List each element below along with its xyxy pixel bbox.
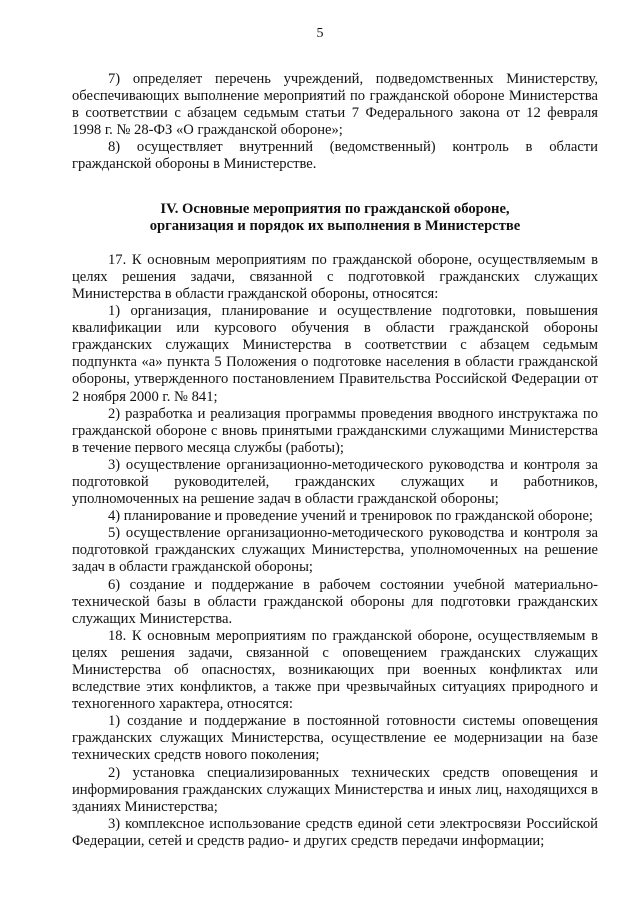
paragraph-18: 18. К основным мероприятиям по гражданской обороне, осуществляемым в целях решения задачи, связанной с оповещением гражданских служащих Министерства об опасностях, возникающих при военных конфликтах или вследствие этих конфликтов, а также при чрезвычайных ситуациях природного и техногенного характера, относятся: [72,627,598,713]
paragraph-item-7: 7) определяет перечень учреждений, подведомственных Министерству, обеспечивающих выполнение мероприятий по гражданской обороне Министерства в соответствии с абзацем седьмым статьи 7 Федерального закона от 12 февраля 1998 г. № 28-ФЗ «О гражданской обороне»; [72,71,598,139]
paragraph-17-item-1: 1) организация, планирование и осуществление подготовки, повышения квалификации или курсового обучения в области гражданской обороны гражданских служащих Министерства в соответствии с абзацем седьмым подпункта «а» пункта 5 Положения о подготовке населения в области гражданской обороны, утвержденного постановлением Правительства Российской Федерации от 2 ноября 2000 г. № 841; [72,303,598,405]
section-heading-line-2: организация и порядок их выполнения в Министерстве [149,217,521,234]
paragraph-17-item-4: 4) планирование и проведение учений и тренировок по гражданской обороне; [108,508,593,525]
paragraph-18-item-2: 2) установка специализированных технических средств оповещения и информирования гражданских служащих Министерства и иных лиц, находящихся в зданиях Министерства; [72,764,598,815]
page-number: 5 [316,26,324,41]
paragraph-17-item-6: 6) создание и поддержание в рабочем состоянии учебной материально-технической базы в области гражданской обороны для подготовки гражданских служащих Министерства. [72,576,598,627]
paragraph-17: 17. К основным мероприятиям по гражданской обороне, осуществляемым в целях решения задачи, связанной с подготовкой гражданских служащих Министерства в области гражданской обороны, относятся: [72,251,598,302]
section-heading [72,201,598,235]
paragraph-17-item-5: 5) осуществление организационно-методического руководства и контроля за подготовкой гражданских служащих Министерства, уполномоченных на решение задач в области гражданской обороны; [72,525,598,576]
paragraph-17-item-2: 2) разработка и реализация программы проведения вводного инструктажа по гражданской обороне с вновь принятыми гражданскими служащими Министерства в течение первого месяца службы (работы); [72,405,598,456]
document-body [72,71,598,850]
paragraph-17-item-3: 3) осуществление организационно-методического руководства и контроля за подготовкой руководителей, гражданских служащих и работников, уполномоченных на решение задач в области гражданской обороны; [72,456,598,508]
paragraph-item-8: 8) осуществляет внутренний (ведомственный) контроль в области гражданской обороны в Министерстве. [72,139,598,173]
paragraph-18-item-3: 3) комплексное использование средств единой сети электросвязи Российской Федерации, сетей и средств радио- и других средств передачи информации; [72,815,598,849]
section-heading-line-1: IV. Основные мероприятия по гражданской обороне, [160,200,510,217]
paragraph-18-item-1: 1) создание и поддержание в постоянной готовности системы оповещения гражданских служащих Министерства, осуществление ее модернизации на базе технических средств нового поколения; [72,713,598,764]
